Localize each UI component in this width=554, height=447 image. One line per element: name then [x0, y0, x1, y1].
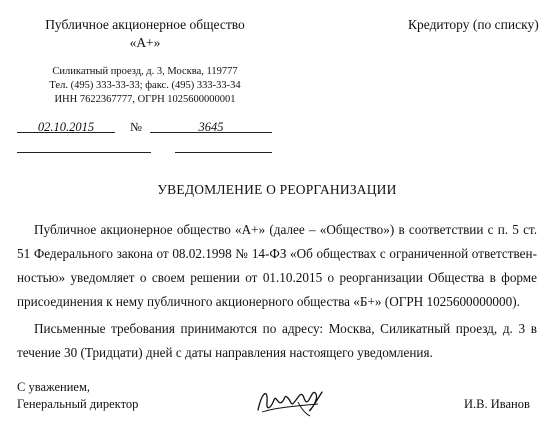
- signer-position: Генеральный директор: [17, 397, 139, 411]
- body-paragraph-1: Публичное акционерное общество «А+» (далее – «Общество») в соответствии с п. 5 ст. 51 Федерального закона от 08.02.1998 № 14-ФЗ «Об обществах с ограниченной ответственностью» уведомляет о своем решении от 01.10.2015 о реорганизации Общества в форме присоединения к нему публичного акционерного общества «Б+» (ОГРН 1025600000000).: [17, 222, 537, 309]
- registration-date-line: [17, 131, 115, 133]
- closing-regards: С уважением,: [17, 380, 90, 394]
- registration-number-sign: №: [130, 120, 142, 134]
- document-body: [17, 218, 537, 365]
- registration-number-line: [150, 131, 272, 133]
- sender-org-name: Публичное акционерное общество: [45, 17, 245, 32]
- document-title: УВЕДОМЛЕНИЕ О РЕОРГАНИЗАЦИИ: [157, 182, 397, 197]
- recipient: Кредитору (по списку): [408, 17, 539, 32]
- reference-number-line: [175, 151, 272, 153]
- registration-number: 3645: [198, 120, 224, 134]
- registration-date: 02.10.2015: [37, 120, 95, 134]
- sender-org-short-name: «А+»: [129, 35, 161, 50]
- sender-phones: Тел. (495) 333-33-33; факс. (495) 333-33-34: [49, 80, 241, 91]
- reference-date-line: [17, 151, 151, 153]
- body-paragraph-2: Письменные требования принимаются по адресу: Москва, Силикатный проезд, д. 3 в течение 30 (Тридцати) дней с даты направления настоящего уведомления.: [17, 321, 537, 360]
- handwritten-signature: [254, 380, 334, 420]
- sender-ids: ИНН 7622367777, ОГРН 1025600000001: [54, 94, 236, 105]
- sender-address: Силикатный проезд, д. 3, Москва, 119777: [52, 66, 238, 77]
- signer-name: И.В. Иванов: [464, 397, 530, 411]
